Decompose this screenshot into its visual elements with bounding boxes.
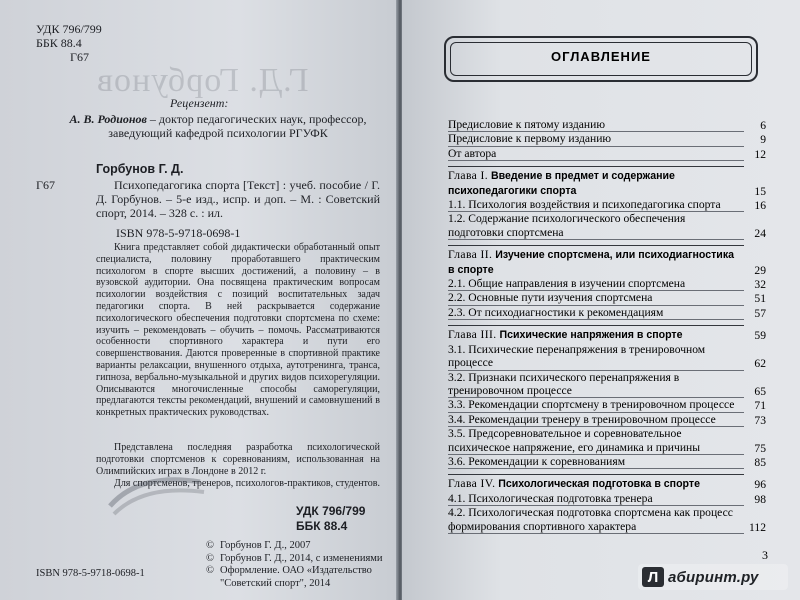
toc-page-number: 59 — [754, 329, 766, 343]
toc-title: ОГЛАВЛЕНИЕ — [551, 49, 651, 64]
copyright-line: © Горбунов Г. Д., 2014, с изменениями — [206, 552, 383, 564]
toc-page-number: 24 — [754, 226, 766, 240]
toc-entry-text: 3.5. Предсоревновательное и соревновательное психическое напряжение, его динамика и причины — [448, 427, 744, 455]
reviewer-name: А. В. Родионов — [69, 112, 147, 126]
toc-page-number: 32 — [754, 278, 766, 292]
toc-page-number: 15 — [754, 184, 766, 198]
toc-chapter-title: Психологическая подготовка в спорте — [498, 478, 700, 491]
toc-entry — [448, 132, 766, 146]
author-code: Г67 — [70, 50, 89, 64]
toc-entry — [448, 291, 766, 305]
copyright-line: © Оформление. ОАО «Издательство — [206, 565, 372, 577]
margin-code: Г67 — [36, 178, 55, 192]
table-of-contents — [448, 118, 766, 534]
toc-chapter-title: Психические напряжения в спорте — [499, 329, 683, 342]
toc-entry-text: 2.1. Общие направления в изучении спортсмена — [448, 277, 744, 291]
toc-chapter-label: Глава I. — [448, 169, 489, 183]
toc-page-number: 75 — [754, 441, 766, 455]
toc-chapter-title: Изучение спортсмена, или психодиагностика в спорте — [448, 249, 735, 276]
toc-entry — [448, 306, 766, 320]
toc-entry — [448, 147, 766, 161]
toc-chapter-title: Введение в предмет и содержание психопедагогики спорта — [448, 170, 675, 197]
copyright-line: © Горбунов Г. Д., 2007 — [206, 540, 311, 551]
toc-page-number: 16 — [754, 199, 766, 213]
toc-entry-text: 3.1. Психические перенапряжения в тренировочном процессе — [448, 343, 744, 371]
toc-entry-text: 2.2. Основные пути изучения спортсмена — [448, 291, 744, 305]
watermark-text: абиринт.ру — [668, 568, 759, 586]
copyright-block — [206, 540, 383, 590]
toc-entry — [448, 427, 766, 455]
reviewer — [58, 112, 378, 140]
toc-page-number: 6 — [760, 119, 766, 132]
toc-page-number: 98 — [754, 492, 766, 506]
toc-chapter-entry — [448, 325, 766, 342]
toc-page-number: 85 — [754, 455, 766, 469]
annotation-paragraph-1: Книга представляет собой дидактически обработанный опыт специалиста, половину проработавшего практическим психологом в спорте высших достижений, а половину – в вузовской аудитории. Она посвящена практическим вопросам психологии воздействия с позиций воспитательных задач педагогики спорта. В ней раскрывается содержание психологического обеспечения подготовки спортсмена по схеме: изучить – рекомендовать – обучить – помочь. Рассматриваются особенности спортивного характера и пути его совершенствования. Даются проверенные в спортивной практике варианты релаксации, внушенного отдыха, аутотренинга, транса, гипноза, вербально-музыкальной и других видов психорегуляции. Описываются многочисленные способы саморегуляции, предлагаются тексты рекомендаций, внушений и самовнушений в конкретных практических руководствах. — [96, 242, 380, 419]
toc-entry — [448, 455, 766, 469]
toc-entry — [448, 492, 766, 506]
toc-entry — [448, 371, 766, 399]
toc-page-number: 57 — [754, 306, 766, 320]
watermark-logo — [638, 564, 788, 590]
toc-entry — [448, 198, 766, 212]
bbk-code: ББК 88.4 — [36, 36, 82, 50]
toc-entry — [448, 398, 766, 412]
toc-entry — [448, 212, 766, 240]
toc-entry-text: Предисловие к пятому изданию — [448, 118, 744, 132]
isbn-bottom: ISBN 978-5-9718-0698-1 — [36, 568, 145, 579]
bibliographic-entry: Психопедагогика спорта [Текст] : учеб. пособие / Г. Д. Горбунов. – 5-е изд., испр. и доп. – М. : Советский спорт, 2014. – 328 с. : ил. — [96, 178, 380, 220]
toc-entry-text: 4.1. Психологическая подготовка тренера — [448, 492, 744, 506]
bbk-code-bottom: ББК 88.4 — [296, 519, 348, 533]
toc-entry-text: От автора — [448, 147, 744, 161]
toc-chapter-label: Глава IV. — [448, 477, 496, 491]
toc-chapter-entry — [448, 245, 766, 277]
copyright-symbol: © — [206, 552, 214, 564]
toc-page-number: 29 — [754, 263, 766, 277]
copyright-symbol: © — [206, 565, 214, 577]
toc-entry — [448, 118, 766, 132]
toc-entry-text: 1.2. Содержание психологического обеспечения подготовки спортсмена — [448, 212, 744, 240]
toc-page-number: 9 — [760, 133, 766, 147]
toc-chapter-label: Глава II. — [448, 248, 493, 262]
toc-entry-text: 4.2. Психологическая подготовка спортсмена как процесс формирования спортивного характера — [448, 506, 744, 534]
page-number: 3 — [762, 548, 768, 562]
ghost-author-bleedthrough: Г.Д. Горбунов — [96, 62, 309, 99]
left-page — [0, 0, 398, 600]
toc-entry — [448, 413, 766, 427]
toc-page-number: 12 — [754, 147, 766, 161]
copyright-line: "Советский спорт", 2014 — [220, 577, 331, 589]
udk-code: УДК 796/799 — [36, 22, 102, 36]
toc-entry-text: 3.2. Признаки психического перенапряжения в тренировочном процессе — [448, 371, 744, 399]
toc-entry — [448, 343, 766, 371]
toc-page-number: 65 — [754, 384, 766, 398]
toc-entry-text: 1.1. Психология воздействия и психопедагогика спорта — [448, 198, 744, 212]
labirint-logo-icon: Л — [642, 567, 664, 587]
toc-page-number: 112 — [749, 520, 766, 534]
toc-entry — [448, 277, 766, 291]
toc-entry-text: 2.3. От психодиагностики к рекомендациям — [448, 306, 744, 320]
toc-entry-text: 3.3. Рекомендации спортсмену в тренировочном процессе — [448, 398, 744, 412]
toc-entry-text: Предисловие к первому изданию — [448, 132, 744, 146]
toc-entry-text: 3.4. Рекомендации тренеру в тренировочном процессе — [448, 413, 744, 427]
annotation-paragraph-2: Представлена последняя разработка психологической подготовки спортсменов к соревнованиям, использованная на Олимпийских играх в Лондоне в 2012 г. — [96, 442, 380, 477]
udk-block-top — [36, 22, 102, 64]
author-heading: Горбунов Г. Д. — [96, 162, 184, 176]
isbn: ISBN 978-5-9718-0698-1 — [116, 226, 241, 240]
toc-chapter-entry — [448, 474, 766, 491]
reviewer-description: – доктор педагогических наук, профессор, заведующий кафедрой психологии РГУФК — [108, 112, 367, 140]
reviewer-label: Рецензент: — [170, 96, 229, 110]
toc-page-number: 62 — [754, 357, 766, 371]
toc-page-number: 51 — [754, 292, 766, 306]
toc-page-number: 73 — [754, 413, 766, 427]
annotation-paragraph-3: Для спортсменов, тренеров, психологов-практиков, студентов. — [114, 478, 381, 489]
udk-code-bottom: УДК 796/799 — [296, 504, 366, 518]
toc-chapter-entry — [448, 166, 766, 198]
toc-entry — [448, 506, 766, 534]
toc-entry-text: 3.6. Рекомендации к соревнованиям — [448, 455, 744, 469]
toc-page-number: 71 — [754, 399, 766, 413]
copyright-symbol: © — [206, 540, 214, 551]
toc-page-number: 96 — [754, 478, 766, 492]
toc-chapter-label: Глава III. — [448, 328, 497, 342]
publisher-logo-icon — [100, 462, 210, 526]
udk-block-bottom — [296, 504, 365, 534]
